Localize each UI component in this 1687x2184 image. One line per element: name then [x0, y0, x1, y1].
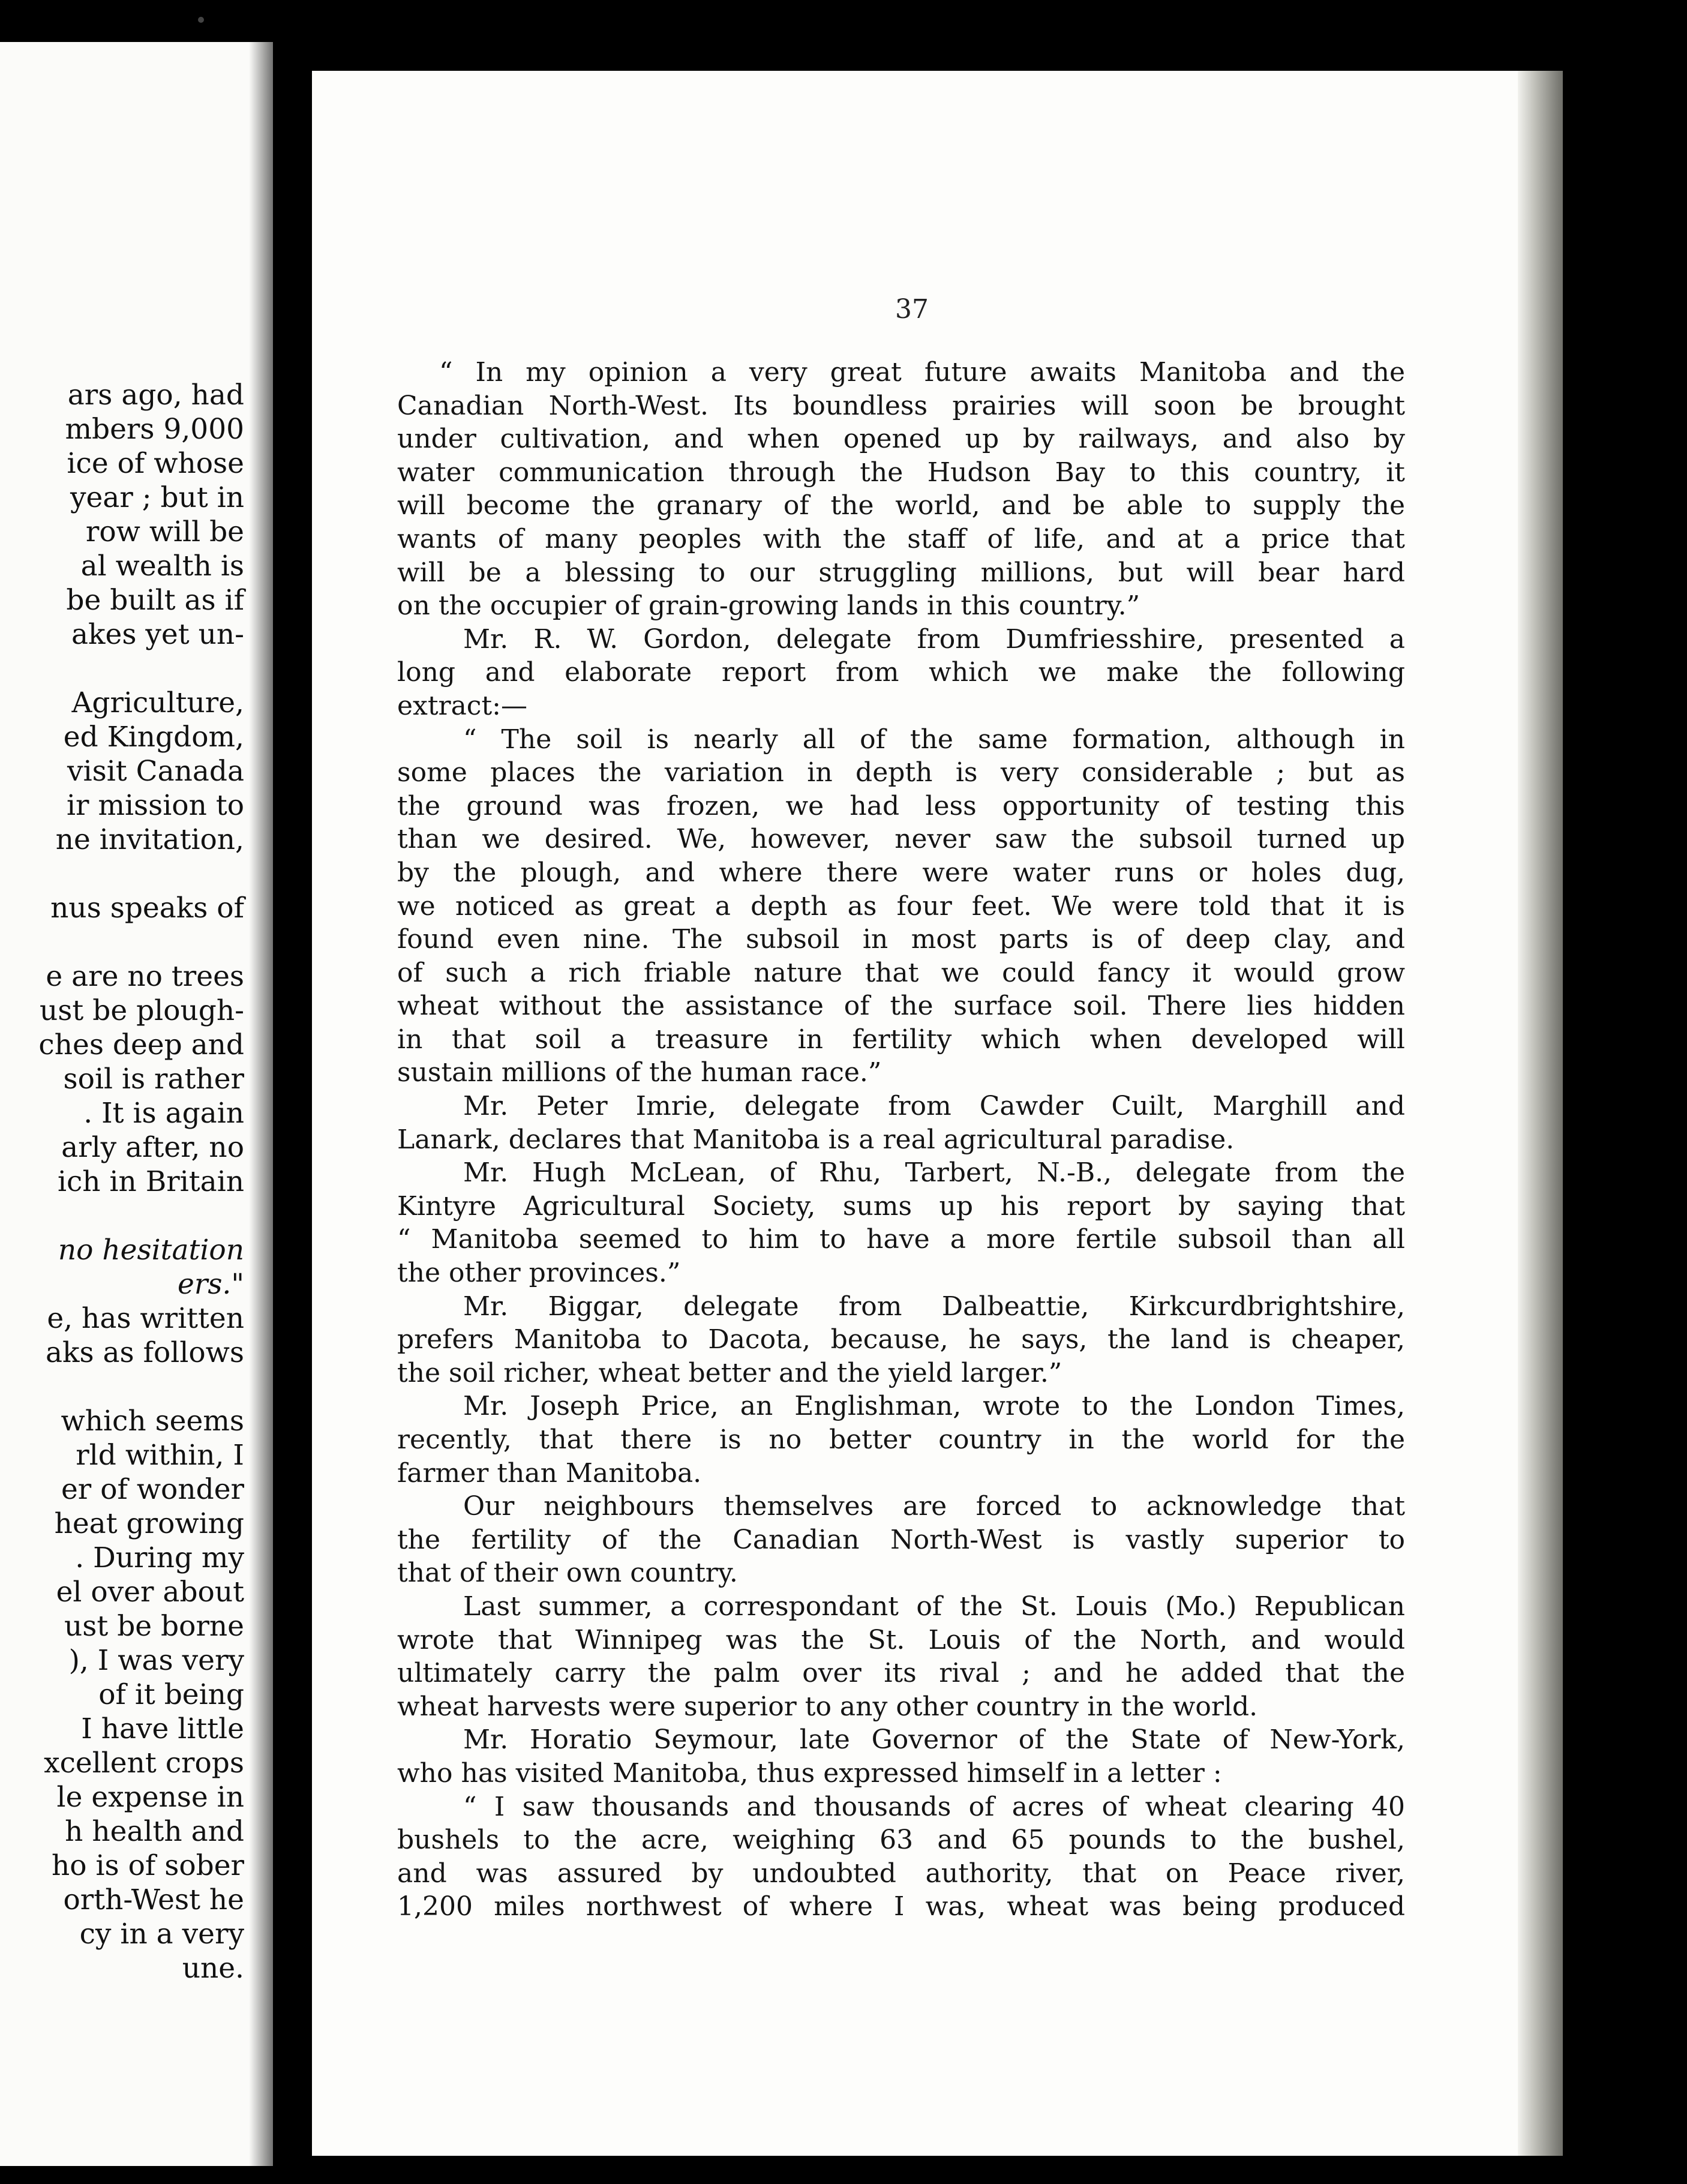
- facing-page-line: el over about: [56, 1576, 244, 1609]
- text-line: bushels to the acre, weighing 63 and 65 pounds to the bushel,: [397, 1825, 1405, 1856]
- text-line: wrote that Winnipeg was the St. Louis of the North, and would: [397, 1624, 1405, 1655]
- page-edge-shadow: [1518, 71, 1563, 2156]
- facing-page-line: . During my: [75, 1541, 244, 1574]
- facing-page-line: [0, 652, 244, 686]
- facing-page-line: . It is again: [83, 1097, 244, 1130]
- facing-page-line: ir mission to: [67, 789, 244, 822]
- facing-page-line: le expense in: [56, 1781, 244, 1814]
- facing-page-line: [0, 1199, 244, 1233]
- text-line: Mr. R. W. Gordon, delegate from Dumfriesshire, presented a: [463, 623, 1405, 655]
- facing-page-line: of it being: [98, 1678, 244, 1711]
- facing-page-line: no hesitation: [58, 1234, 244, 1267]
- facing-page-line: nus speaks of: [50, 892, 244, 925]
- facing-page-line: xcellent crops: [44, 1747, 244, 1780]
- facing-page-line: be built as if: [66, 584, 244, 617]
- text-line: Kintyre Agricultural Society, sums up his report by saying that: [397, 1190, 1405, 1222]
- text-line: that of their own country.: [397, 1558, 738, 1589]
- text-line: the fertility of the Canadian North-West is vastly superior to: [397, 1524, 1405, 1555]
- text-line: “ The soil is nearly all of the same formation, although in: [463, 724, 1405, 755]
- facing-page-line: aks as follows: [45, 1336, 244, 1369]
- facing-page-line: arly after, no: [61, 1131, 244, 1164]
- text-line: Lanark, declares that Manitoba is a real agricultural paradise.: [397, 1124, 1235, 1155]
- facing-page-line: ust be borne: [64, 1610, 244, 1643]
- facing-page-line: which seems: [61, 1405, 244, 1438]
- facing-page-line: heat growing: [54, 1507, 244, 1540]
- text-line: Mr. Biggar, delegate from Dalbeattie, Kirkcurdbrightshire,: [463, 1291, 1405, 1322]
- facing-page-line: ich in Britain: [57, 1165, 244, 1198]
- facing-page-line: e are no trees: [46, 960, 244, 993]
- facing-page-line: ches deep and: [38, 1028, 244, 1061]
- book-gutter-shadow: [249, 42, 273, 2166]
- text-line: wheat without the assistance of the surface soil. There lies hidden: [397, 991, 1405, 1022]
- facing-page-line: ne invitation,: [55, 823, 244, 856]
- text-line: recently, that there is no better country in the world for the: [397, 1424, 1405, 1455]
- text-line: Our neighbours themselves are forced to acknowledge that: [463, 1491, 1405, 1522]
- book-page: [312, 71, 1563, 2156]
- facing-page-line: soil is rather: [63, 1063, 244, 1096]
- facing-page-line: I have little: [81, 1712, 244, 1745]
- text-line: “ Manitoba seemed to him to have a more fertile subsoil than all: [397, 1224, 1405, 1255]
- facing-page-line: akes yet un-: [71, 618, 244, 651]
- facing-page-line: al wealth is: [80, 550, 244, 583]
- text-line: in that soil a treasure in fertility which when developed will: [397, 1024, 1405, 1055]
- facing-page-fragment: [0, 42, 273, 2166]
- text-line: long and elaborate report from which we make the following: [397, 657, 1405, 688]
- facing-page-line: une.: [182, 1952, 244, 1985]
- text-line: Mr. Hugh McLean, of Rhu, Tarbert, N.-B., delegate from the: [463, 1157, 1405, 1189]
- page-number: 37: [895, 294, 929, 325]
- facing-page-line: year ; but in: [70, 481, 244, 514]
- text-line: the ground was frozen, we had less opportunity of testing this: [397, 790, 1405, 821]
- facing-page-line: [0, 1370, 244, 1404]
- facing-page-line: ice of whose: [67, 447, 244, 480]
- text-line: by the plough, and where there were water runs or holes dug,: [397, 857, 1405, 888]
- text-line: found even nine. The subsoil in most parts is of deep clay, and: [397, 924, 1405, 955]
- text-line: the soil richer, wheat better and the yield larger.”: [397, 1357, 1062, 1388]
- facing-page-line: ers.": [178, 1268, 244, 1301]
- text-line: 1,200 miles northwest of where I was, wheat was being produced: [397, 1891, 1405, 1922]
- text-line: Mr. Horatio Seymour, late Governor of the State of New-York,: [463, 1724, 1405, 1756]
- text-line: the other provinces.”: [397, 1258, 681, 1289]
- facing-page-line: er of wonder: [61, 1473, 244, 1506]
- text-line: under cultivation, and when opened up by railways, and also by: [397, 424, 1405, 455]
- text-line: water communication through the Hudson Bay to this country, it: [397, 457, 1405, 488]
- facing-page-line: ed Kingdom,: [63, 721, 244, 754]
- facing-page-line: h health and: [65, 1815, 244, 1848]
- facing-page-line: [0, 925, 244, 959]
- facing-page-line: ho is of sober: [51, 1849, 244, 1882]
- facing-page-line: mbers 9,000: [65, 413, 244, 446]
- text-line: who has visited Manitoba, thus expressed himself in a letter :: [397, 1757, 1222, 1789]
- text-line: sustain millions of the human race.”: [397, 1057, 882, 1088]
- text-line: Canadian North-West. Its boundless prairies will soon be brought: [397, 390, 1405, 421]
- facing-page-line: Agriculture,: [71, 686, 244, 719]
- facing-page-line: cy in a very: [79, 1918, 244, 1951]
- text-line: “ In my opinion a very great future awaits Manitoba and the: [439, 357, 1405, 388]
- facing-page-line: e, has written: [47, 1302, 244, 1335]
- text-line: of such a rich friable nature that we could fancy it would grow: [397, 957, 1405, 988]
- facing-page-line: orth-West he: [63, 1883, 244, 1916]
- scan-speck: [198, 17, 204, 23]
- text-line: Mr. Peter Imrie, delegate from Cawder Cuilt, Marghill and: [463, 1091, 1405, 1122]
- text-line: extract:—: [397, 690, 527, 721]
- text-line: on the occupier of grain-growing lands in this country.”: [397, 590, 1140, 622]
- facing-page-line: visit Canada: [67, 755, 244, 788]
- text-line: Mr. Joseph Price, an Englishman, wrote to the London Times,: [463, 1391, 1405, 1422]
- text-line: farmer than Manitoba.: [397, 1457, 702, 1489]
- facing-page-line: [0, 857, 244, 891]
- facing-page-text: [0, 378, 244, 1985]
- text-line: “ I saw thousands and thousands of acres of wheat clearing 40: [463, 1791, 1405, 1822]
- text-line: some places the variation in depth is very considerable ; but as: [397, 757, 1405, 788]
- text-line: will become the granary of the world, and be able to supply the: [397, 490, 1405, 521]
- text-line: will be a blessing to our struggling millions, but will bear hard: [397, 557, 1405, 588]
- text-line: we noticed as great a depth as four feet. We were told that it is: [397, 890, 1405, 922]
- facing-page-line: ust be plough-: [40, 994, 244, 1027]
- facing-page-line: ars ago, had: [67, 379, 244, 412]
- facing-page-line: row will be: [85, 515, 244, 548]
- text-line: wants of many peoples with the staff of life, and at a price that: [397, 523, 1405, 554]
- page-body-text: [397, 356, 1405, 1924]
- text-line: Last summer, a correspondant of the St. Louis (Mo.) Republican: [463, 1591, 1405, 1622]
- facing-page-line: rld within, I: [76, 1439, 244, 1472]
- text-line: wheat harvests were superior to any other country in the world.: [397, 1691, 1258, 1722]
- text-line: prefers Manitoba to Dacota, because, he says, the land is cheaper,: [397, 1324, 1405, 1355]
- text-line: than we desired. We, however, never saw the subsoil turned up: [397, 824, 1405, 855]
- facing-page-line: ), I was very: [68, 1644, 244, 1677]
- text-line: and was assured by undoubted authority, that on Peace river,: [397, 1858, 1405, 1889]
- text-line: ultimately carry the palm over its rival ; and he added that the: [397, 1658, 1405, 1689]
